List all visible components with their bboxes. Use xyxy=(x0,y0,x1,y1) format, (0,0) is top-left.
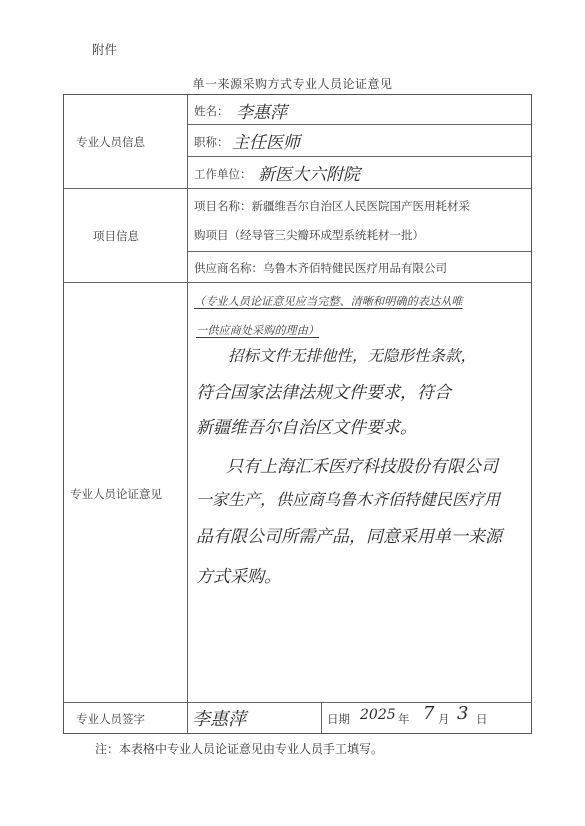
date-month-unit: 月 xyxy=(438,712,450,726)
title-label: 职称： xyxy=(194,135,229,149)
opinion-handwritten-line: 品有限公司所需产品，同意采用单一来源 xyxy=(196,527,502,547)
row-divider xyxy=(63,188,532,189)
date-month: 7 xyxy=(423,703,435,724)
row-divider xyxy=(187,124,532,125)
footer-note: 注：本表格中专业人员论证意见由专业人员手工填写。 xyxy=(95,742,384,756)
opinion-handwritten-line: 只有上海汇禾医疗科技股份有限公司 xyxy=(226,457,498,477)
opinion-handwritten-line: 方式采购。 xyxy=(196,567,281,587)
signature-label: 专业人员签字 xyxy=(76,712,145,726)
column-divider xyxy=(187,94,188,734)
expert-info-label: 专业人员信息 xyxy=(76,135,145,149)
date-year-unit: 年 xyxy=(398,712,410,726)
name-label: 姓名： xyxy=(194,104,229,118)
opinion-instruction-line2: 一供应商处采购的理由） xyxy=(196,324,320,337)
opinion-handwritten-line: 新疆维吾尔自治区文件要求。 xyxy=(196,418,417,438)
opinion-instruction-line1: （专业人员论证意见应当完整、清晰和明确的表达从唯 xyxy=(194,295,463,308)
opinion-handwritten-line: 符合国家法律法规文件要求，符合 xyxy=(196,383,451,403)
unit-value: 新医大六附院 xyxy=(258,165,360,185)
opinion-label: 专业人员论证意见 xyxy=(70,487,162,501)
supplier-name: 供应商名称：乌鲁木齐佰特健民医疗用品有限公司 xyxy=(194,261,447,275)
row-divider xyxy=(63,282,532,283)
name-value: 李惠萍 xyxy=(236,103,287,123)
unit-label: 工作单位： xyxy=(194,167,252,181)
date-divider xyxy=(321,702,322,734)
form-title: 单一来源采购方式专业人员论证意见 xyxy=(192,77,393,91)
opinion-handwritten-line: 招标文件无排他性，无隐形性条款， xyxy=(228,347,477,365)
date-label: 日期 xyxy=(327,712,350,726)
project-name-line1: 项目名称：新疆维吾尔自治区人民医院国产医用耗材采 xyxy=(194,199,470,213)
row-divider xyxy=(187,156,532,157)
signature-value: 李惠萍 xyxy=(192,709,246,730)
project-name-line2: 购项目（经导管三尖瓣环成型系统耗材一批） xyxy=(194,228,424,242)
project-info-label: 项目信息 xyxy=(93,229,139,243)
attachment-label: 附件 xyxy=(92,42,118,57)
date-day: 3 xyxy=(457,703,469,724)
row-divider xyxy=(187,251,532,252)
opinion-handwritten-line: 一家生产，供应商乌鲁木齐佰特健民医疗用 xyxy=(196,490,501,509)
title-value: 主任医师 xyxy=(232,133,300,153)
date-day-unit: 日 xyxy=(476,712,488,726)
date-year: 2025 xyxy=(360,707,396,723)
